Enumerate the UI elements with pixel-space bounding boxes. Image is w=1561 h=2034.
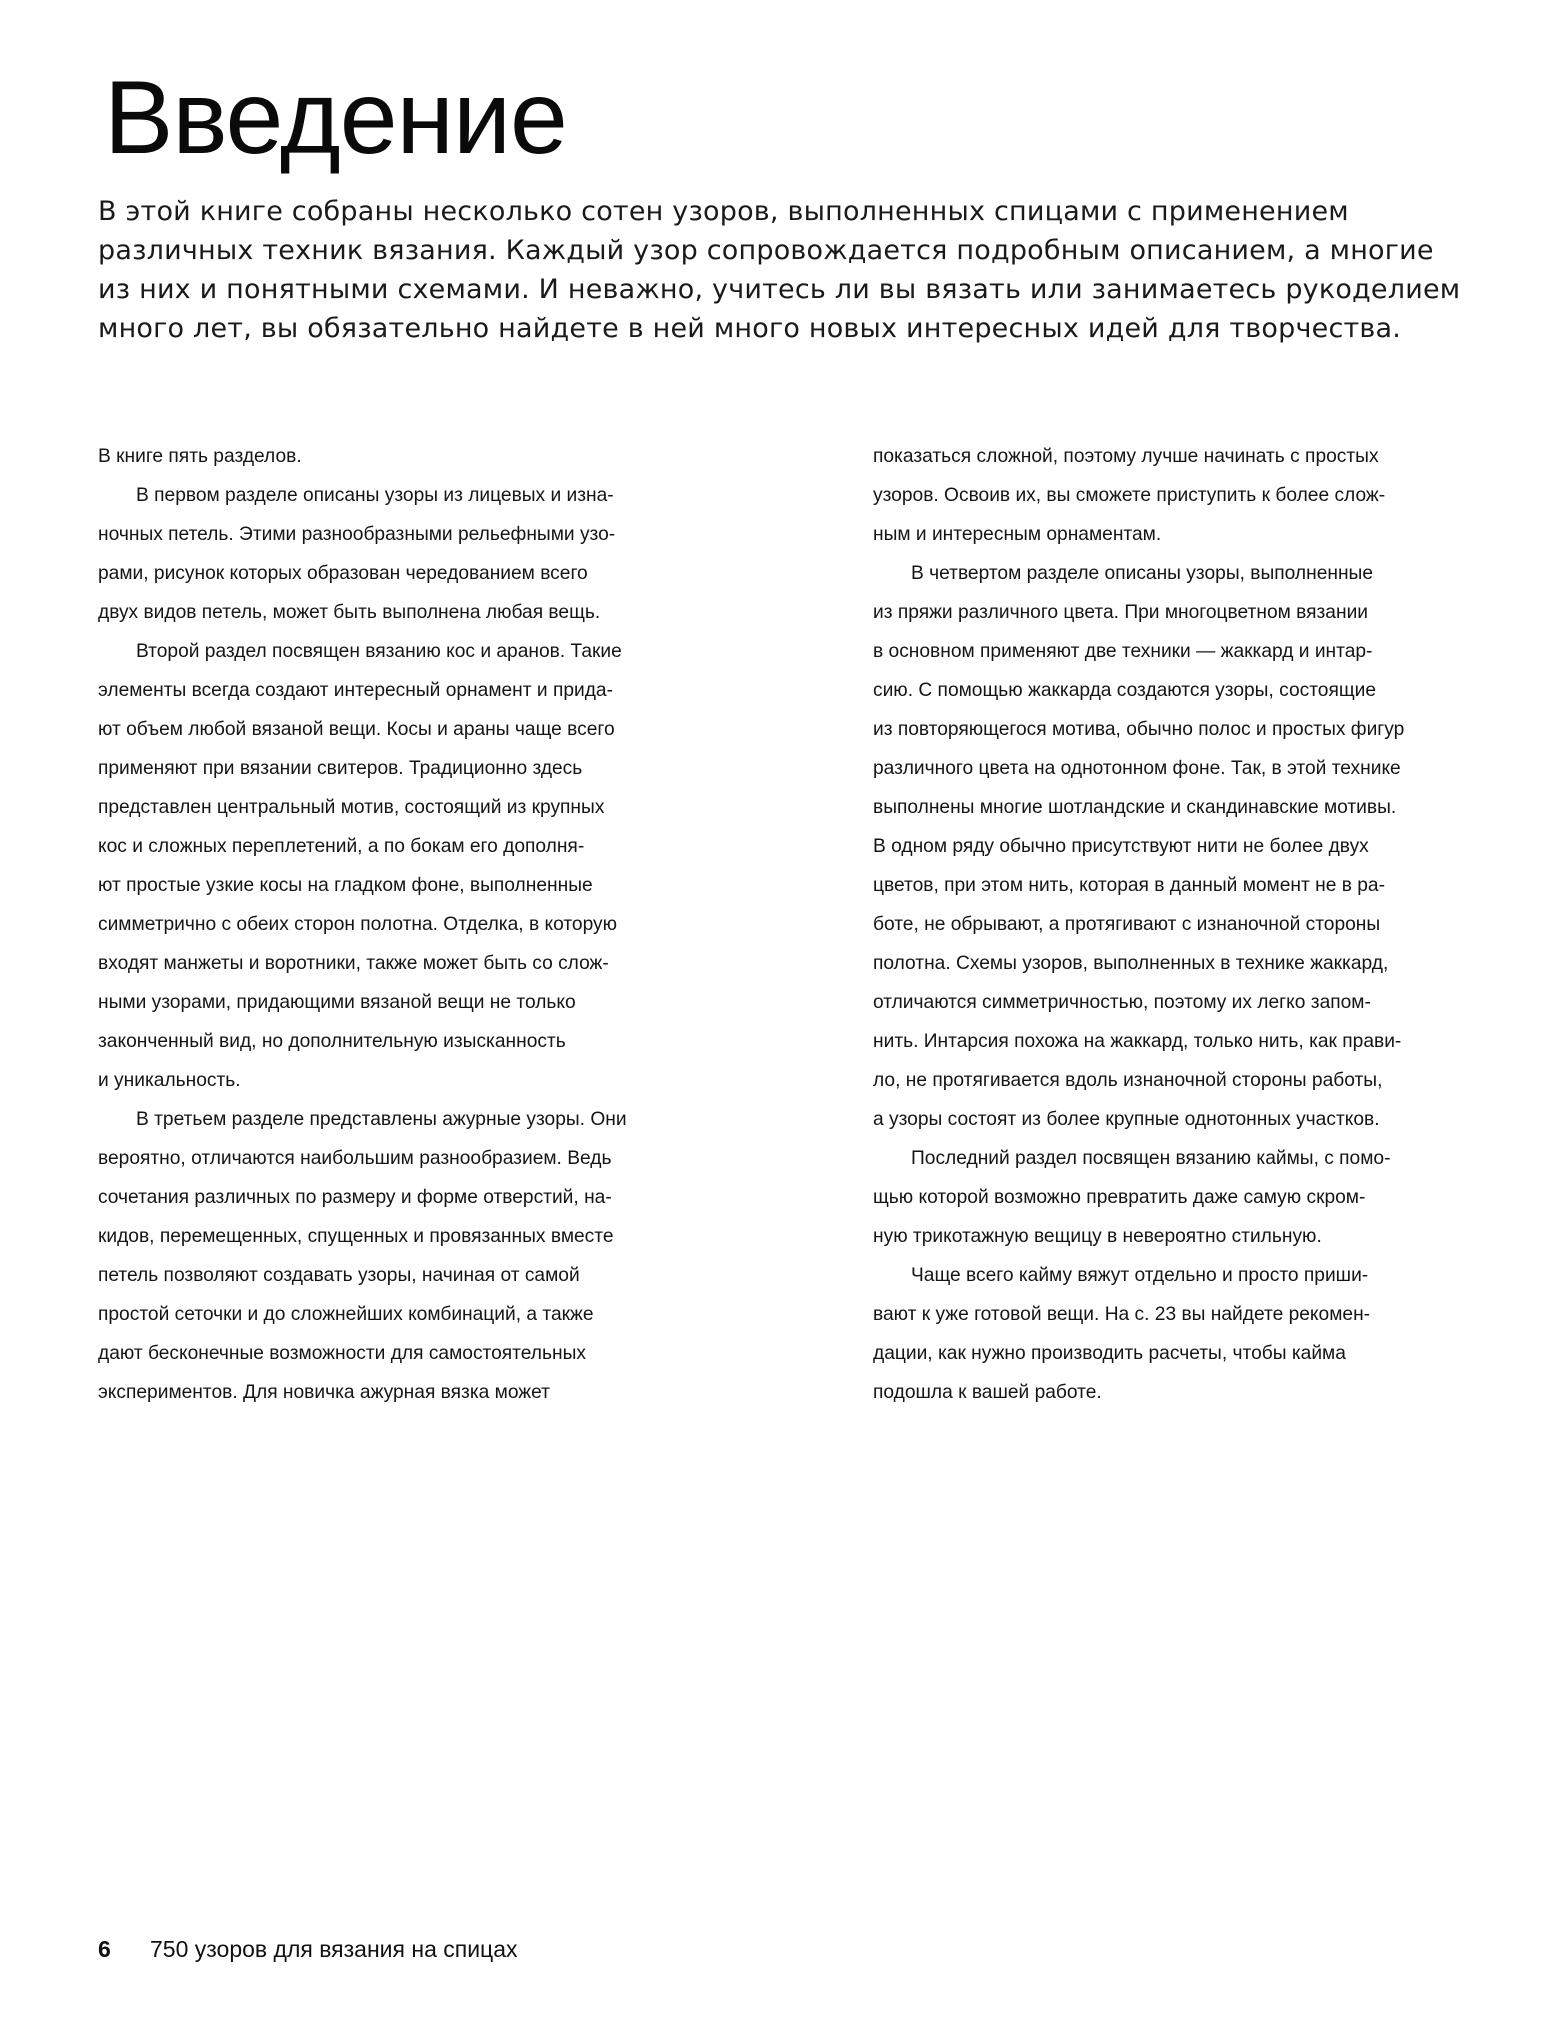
page-title: Введение: [104, 60, 567, 176]
page-footer: [98, 1934, 518, 1964]
body-line: ночных петель. Этими разнообразными рельефными узо-: [98, 524, 616, 545]
body-line: из повторяющегося мотива, обычно полос и простых фигур: [873, 719, 1405, 740]
body-line: В третьем разделе представлены ажурные узоры. Они: [136, 1109, 627, 1130]
running-book-title: 750 узоров для вязания на спицах: [150, 1936, 518, 1962]
body-line: законченный вид, но дополнительную изысканность: [98, 1031, 566, 1052]
body-line: Второй раздел посвящен вязанию кос и аранов. Такие: [136, 641, 622, 662]
body-line: ным и интересным орнаментам.: [873, 524, 1162, 545]
body-line: ло, не протягивается вдоль изнаночной стороны работы,: [873, 1070, 1383, 1091]
body-line: кос и сложных переплетений, а по бокам его дополня-: [98, 836, 585, 857]
body-line: вероятно, отличаются наибольшим разнообразием. Ведь: [98, 1148, 612, 1169]
body-line: В первом разделе описаны узоры из лицевых и изна-: [136, 485, 614, 506]
body-line: показаться сложной, поэтому лучше начинать с простых: [873, 446, 1379, 467]
body-line: полотна. Схемы узоров, выполненных в технике жаккард,: [873, 953, 1389, 974]
body-line: цветов, при этом нить, которая в данный момент не в ра-: [873, 875, 1385, 896]
body-line: в основном применяют две техники — жаккард и интар-: [873, 641, 1373, 662]
body-line: В книге пять разделов.: [98, 446, 302, 467]
body-line: дации, как нужно производить расчеты, чтобы кайма: [873, 1343, 1346, 1364]
body-line: В четвертом разделе описаны узоры, выполненные: [911, 563, 1374, 584]
body-line: сию. С помощью жаккарда создаются узоры, состоящие: [873, 680, 1377, 701]
body-line: узоров. Освоив их, вы сможете приступить к более слож-: [873, 485, 1386, 506]
body-line: Чаще всего кайму вяжут отдельно и просто приши-: [911, 1265, 1369, 1286]
body-line: щью которой возможно превратить даже самую скром-: [873, 1187, 1366, 1208]
body-line: боте, не обрывают, а протягивают с изнаночной стороны: [873, 914, 1381, 935]
body-line: дают бесконечные возможности для самостоятельных: [98, 1343, 586, 1364]
body-line: элементы всегда создают интересный орнамент и прида-: [98, 680, 613, 701]
body-line: различного цвета на однотонном фоне. Так, в этой технике: [873, 758, 1401, 779]
right-column: [873, 437, 1513, 1412]
body-line: вают к уже готовой вещи. На с. 23 вы найдете рекомен-: [873, 1304, 1371, 1325]
intro-line: из них и понятными схемами. И неважно, учитесь ли вы вязать или занимаетесь рукоделием: [98, 274, 1461, 305]
body-line: отличаются симметричностью, поэтому их легко запом-: [873, 992, 1371, 1013]
left-column: [98, 437, 738, 1412]
body-line: Последний раздел посвящен вязанию каймы, с помо-: [911, 1148, 1391, 1169]
body-line: применяют при вязании свитеров. Традиционно здесь: [98, 758, 583, 779]
body-line: ную трикотажную вещицу в невероятно стильную.: [873, 1226, 1322, 1247]
body-line: нить. Интарсия похожа на жаккард, только нить, как прави-: [873, 1031, 1402, 1052]
intro-line: различных техник вязания. Каждый узор сопровождается подробным описанием, а многие: [98, 235, 1434, 266]
body-line: входят манжеты и воротники, также может быть со слож-: [98, 953, 609, 974]
body-line: кидов, перемещенных, спущенных и провязанных вместе: [98, 1226, 614, 1247]
body-line: выполнены многие шотландские и скандинавские мотивы.: [873, 797, 1397, 818]
body-line: ют простые узкие косы на гладком фоне, выполненные: [98, 875, 593, 896]
body-line: экспериментов. Для новичка ажурная вязка может: [98, 1382, 550, 1403]
page-number: 6: [98, 1936, 111, 1962]
intro-line: В этой книге собраны несколько сотен узоров, выполненных спицами с применением: [98, 196, 1349, 227]
intro-line: много лет, вы обязательно найдете в ней много новых интересных идей для творчества.: [98, 313, 1402, 344]
intro-paragraph: [98, 192, 1518, 348]
body-line: сочетания различных по размеру и форме отверстий, на-: [98, 1187, 612, 1208]
body-line: петель позволяют создавать узоры, начиная от самой: [98, 1265, 580, 1286]
body-line: симметрично с обеих сторон полотна. Отделка, в которую: [98, 914, 618, 935]
body-line: из пряжи различного цвета. При многоцветном вязании: [873, 602, 1369, 623]
body-line: двух видов петель, может быть выполнена любая вещь.: [98, 602, 601, 623]
body-line: представлен центральный мотив, состоящий из крупных: [98, 797, 605, 818]
body-line: и уникальность.: [98, 1070, 241, 1091]
body-line: подошла к вашей работе.: [873, 1382, 1102, 1403]
body-line: рами, рисунок которых образован чередованием всего: [98, 563, 588, 584]
body-line: В одном ряду обычно присутствуют нити не более двух: [873, 836, 1369, 857]
body-line: ными узорами, придающими вязаной вещи не только: [98, 992, 576, 1013]
body-line: простой сеточки и до сложнейших комбинаций, а также: [98, 1304, 594, 1325]
body-line: а узоры состоят из более крупные однотонных участков.: [873, 1109, 1380, 1130]
body-line: ют объем любой вязаной вещи. Косы и араны чаще всего: [98, 719, 615, 740]
